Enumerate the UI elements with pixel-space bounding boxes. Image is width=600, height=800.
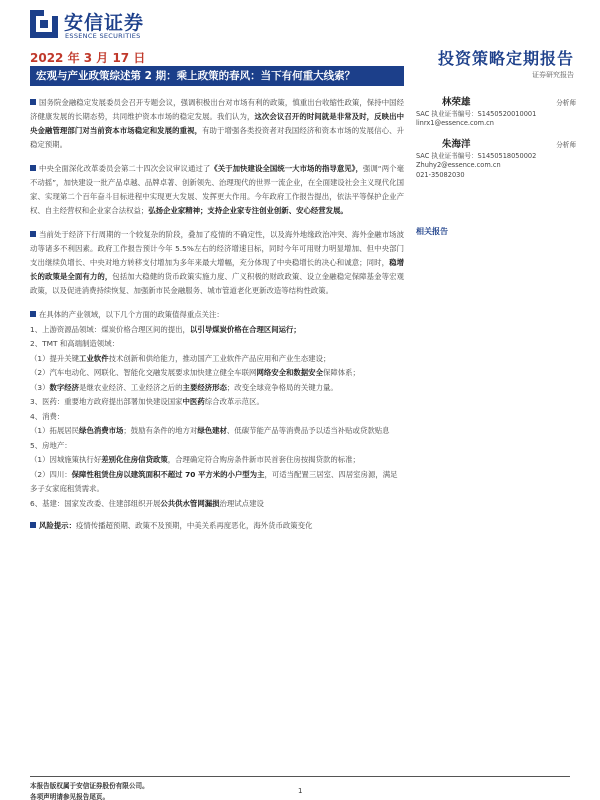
analyst-email[interactable]: linrx1@essence.com.cn	[416, 119, 494, 127]
list-item: 3、医药：重要地方政府提出部署加快建设国家中医药综合改革示范区。	[30, 397, 264, 406]
risk-warning: 风险提示：疫情传播超预期、政策不及预期，中美关系再度恶化，海外货币政策变化	[30, 519, 404, 533]
list-item: 2、TMT 和高端制造领域：	[30, 339, 119, 348]
logo-chinese-name: 安信证券	[64, 12, 145, 34]
industry-policy-list	[30, 308, 404, 511]
related-reports-heading: 相关报告	[416, 227, 448, 236]
list-item: （2）汽车电动化、网联化、智能化交融发展要求加快建立健全车联网网络安全和数据安全保障体系；	[30, 368, 360, 377]
list-item: （3）数字经济是继农业经济、工业经济之后的主要经济形态；改变全球竞争格局的关键力量。	[30, 382, 338, 392]
analyst-cert: SAC 执业证书编号：S1450520010001	[416, 109, 537, 118]
report-body	[30, 96, 404, 543]
list-item: （1）拓展居民绿色消费市场；鼓励有条件的地方对绿色建材、低碳节能产品等消费品予以适当补贴或贷款贴息	[30, 426, 390, 435]
report-date: 2022 年 3 月 17 日	[30, 51, 146, 65]
copyright-notice: 本报告版权属于安信证券股份有限公司。	[30, 782, 149, 790]
list-item: （2）四川：保障性租赁住房以建筑面积不超过 70 平方米的小户型为主，可适当配置三居室、四居室房源，满足多子女家庭租赁需求。	[30, 469, 398, 493]
summary-paragraph: 中央全面深化改革委员会第二十四次会议审议通过了《关于加快建设全国统一大市场的指导意见》，强调“两个毫不动摇”，加快建设一批产品卓越、品牌卓著、创新领先、治理现代的世界一流企业，在全面建设社会主义现代化国家、实现第二个百年奋斗目标进程中实现更大发展、发挥更大作用。今年政府工作报告提出，依法平等保护企业产权、自主经营权和企业家合法权益；弘扬企业家精神；支持企业家专注创业创新、安心经营发展。	[30, 164, 404, 215]
bullet-square-icon	[30, 99, 36, 105]
list-item: 1、上游资源品领域：煤炭价格合理区间的提出，以引导煤炭价格在合理区间运行；	[30, 324, 301, 334]
report-title: 宏观与产业政策综述第 2 期：乘上政策的春风：当下有何重大线索？	[30, 66, 404, 86]
list-intro: 在具体的产业领域，以下几个方面的政策值得重点关注：	[30, 308, 404, 323]
analyst-name: 朱海洋	[442, 139, 471, 150]
analyst-email[interactable]: Zhuhy2@essence.com.cn	[416, 161, 501, 169]
bullet-square-icon	[30, 522, 36, 528]
analyst-phone: 021-35082030	[416, 170, 465, 179]
report-type-title: 投资策略定期报告	[437, 49, 574, 68]
logo-english-name: ESSENCE SECURITIES	[65, 32, 141, 40]
summary-paragraph: 当前处于经济下行周期的一个较复杂的阶段，叠加了疫情的不确定性，以及海外地缘政治冲突、海外金融市场波动等诸多不利因素。政府工作报告预计今年 5.5%左右的经济增速目标，同时今年可用财力明显增加、但中央部门支出继续负增长、中央对地方转移支付增加为多年来最大增幅，充分体现了中央稳增长的决心和诚意；同时，稳增长的政策是全面有力的，包括加大稳健的货币政策实施力度、广义积极的财政政策、设立金融稳定保障基金等宏观政策，以及促进消费持续恢复、加强新市民金融服务、城市管道老化更新改造等结构性政策。	[30, 230, 404, 295]
company-logo	[30, 8, 190, 42]
page-footer	[30, 776, 570, 800]
page-number: 1	[298, 787, 303, 795]
analyst-cert: SAC 执业证书编号：S1450518050002	[416, 151, 537, 160]
bullet-square-icon	[30, 231, 36, 237]
disclaimer-notice: 各项声明请参见报告尾页。	[30, 793, 110, 800]
list-item: 5、房地产：	[30, 440, 72, 450]
analyst-role: 分析师	[556, 99, 576, 107]
bullet-square-icon	[30, 165, 36, 171]
essence-logo-icon	[30, 10, 58, 38]
list-item: 4、消费：	[30, 411, 65, 421]
summary-paragraph: 国务院金融稳定发展委员会召开专题会议，强调积极出台对市场有利的政策，慎重出台收缩性政策，保持中国经济健康发展的长期态势，共同维护资本市场的稳定发展。我们认为，这次会议召开的时间就是非常及时，反映出中央金融管理部门对当前资本市场稳定和发展的重视，有助于增强各类投资者对我国经济和资本市场的发展信心、升稳定预期。	[30, 98, 404, 149]
analyst-name: 林荣雄	[442, 97, 471, 108]
analyst-card	[416, 98, 576, 129]
list-item: 6、基建：国家发改委、住建部组织开展公共供水管网漏损治理试点建设	[30, 498, 264, 508]
analyst-role: 分析师	[556, 141, 576, 149]
analyst-card	[416, 140, 576, 180]
list-item: （1）提升关键工业软件技术创新和供给能力，推动国产工业软件产品应用和产业生态建设；	[30, 353, 331, 363]
report-category: 证券研究报告	[532, 71, 574, 79]
bullet-square-icon	[30, 311, 36, 317]
list-item: （1）因城施策执行好差别化住房信贷政策，合理确定符合购房条件新市民首套住房按揭贷款的标准；	[30, 455, 360, 464]
